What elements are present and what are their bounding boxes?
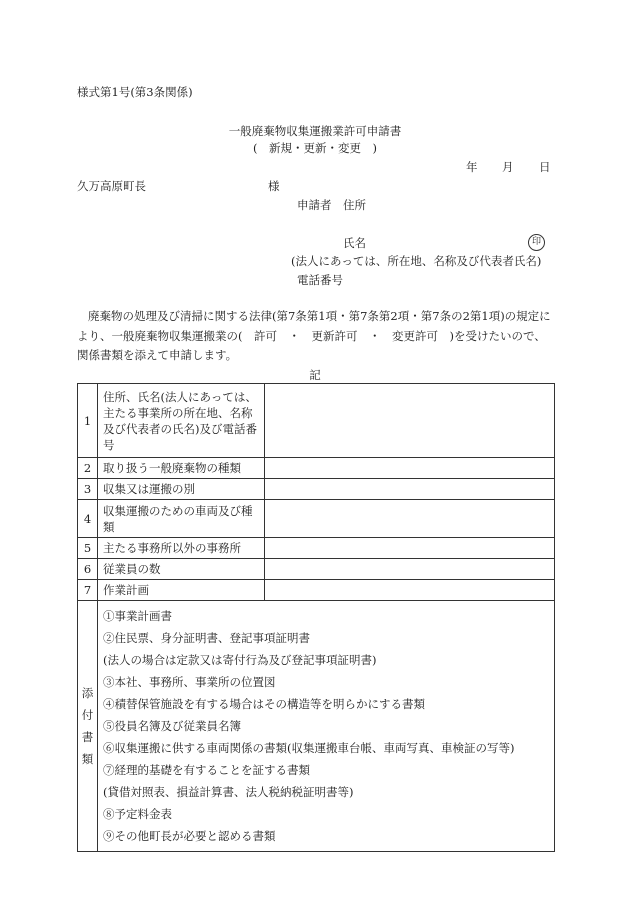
application-statement: 廃棄物の処理及び清掃に関する法律(第7条第1項・第7条第2項・第7条の2第1項)の規定により、一般廃棄物収集運搬業の( 許可 ・ 更新許可 ・ 変更許可 )を受けたいので、関係書類を添えて申請します。 [77, 309, 551, 362]
table-row [78, 538, 555, 559]
row-number: 5 [78, 538, 98, 559]
attachments-label-char: 類 [81, 752, 94, 766]
attachment-item: ⑥収集運搬に供する車両関係の書類(収集運搬車台帳、車両写真、車検証の写等) [103, 741, 515, 755]
table-row [78, 559, 555, 580]
attachment-item: ②住民票、身分証明書、登記事項証明書 [103, 631, 310, 645]
form-number: 様式第1号(第3条関係) [77, 85, 193, 99]
attachment-item: ⑦経理的基礎を有することを証する書類 [103, 763, 310, 777]
attachment-item: ⑨その他町長が必要と認める書類 [103, 829, 276, 843]
corporate-note: (法人にあっては、所在地、名称及び代表者氏名) [291, 254, 542, 268]
attachments-row [78, 601, 555, 852]
attachment-item: ④積替保管施設を有する場合はその構造等を明らかにする書類 [103, 697, 425, 711]
table-row [78, 458, 555, 479]
phone-label: 電話番号 [297, 273, 343, 287]
row-number: 3 [78, 479, 98, 500]
requirements-table [77, 383, 555, 852]
attachment-item: ⑤役員名簿及び従業員名簿 [103, 719, 241, 733]
document-title: 一般廃棄物収集運搬業許可申請書 [228, 124, 402, 138]
attachments-label-char: 書 [81, 730, 94, 744]
attachments-list [98, 601, 555, 852]
row-item: 収集又は運搬の別 [98, 479, 265, 500]
attachment-item: ③本社、事務所、事業所の位置図 [103, 675, 276, 689]
row-value-cell[interactable] [265, 458, 555, 479]
row-value-cell[interactable] [265, 559, 555, 580]
row-value-cell[interactable] [265, 500, 555, 538]
row-item: 住所、氏名(法人にあっては、主たる事業所の所在地、名称及び代表者の氏名)及び電話番号 [98, 384, 265, 458]
row-item: 取り扱う一般廃棄物の種類 [98, 458, 265, 479]
attachments-label-char: 付 [81, 708, 94, 722]
date-year-label: 年 [466, 160, 478, 174]
row-item: 作業計画 [98, 580, 265, 601]
row-item: 収集運搬のための車両及び種類 [98, 500, 265, 538]
attachment-item: ①事業計画書 [103, 609, 172, 623]
row-value-cell[interactable] [265, 580, 555, 601]
row-number: 2 [78, 458, 98, 479]
recipient-name: 久万高原町長 [77, 179, 146, 193]
recipient-honorific: 様 [268, 179, 280, 193]
row-value-cell[interactable] [265, 384, 555, 458]
address-label: 住所 [343, 198, 366, 212]
row-item: 従業員の数 [98, 559, 265, 580]
row-number: 6 [78, 559, 98, 580]
applicant-label: 申請者 [297, 198, 332, 212]
name-label: 氏名 [343, 236, 366, 250]
table-row [78, 384, 555, 458]
attachment-item: ⑧予定料金表 [103, 807, 172, 821]
table-row [78, 479, 555, 500]
seal-icon: 印 [528, 234, 545, 251]
attachments-label-char: 添 [81, 686, 94, 700]
row-number: 1 [78, 384, 98, 458]
table-row [78, 580, 555, 601]
attachments-label [78, 601, 98, 852]
row-number: 4 [78, 500, 98, 538]
row-value-cell[interactable] [265, 538, 555, 559]
row-number: 7 [78, 580, 98, 601]
attachment-item: (法人の場合は定款又は寄付行為及び登記事項証明書) [103, 653, 377, 667]
application-type: ( 新規・更新・変更 ) [253, 141, 377, 155]
row-item: 主たる事務所以外の事務所 [98, 538, 265, 559]
row-value-cell[interactable] [265, 479, 555, 500]
attachment-item: (貸借対照表、損益計算書、法人税納税証明書等) [103, 785, 354, 799]
date-day-label: 日 [539, 160, 551, 174]
table-row [78, 500, 555, 538]
date-month-label: 月 [502, 160, 514, 174]
ki-heading: 記 [309, 368, 321, 382]
